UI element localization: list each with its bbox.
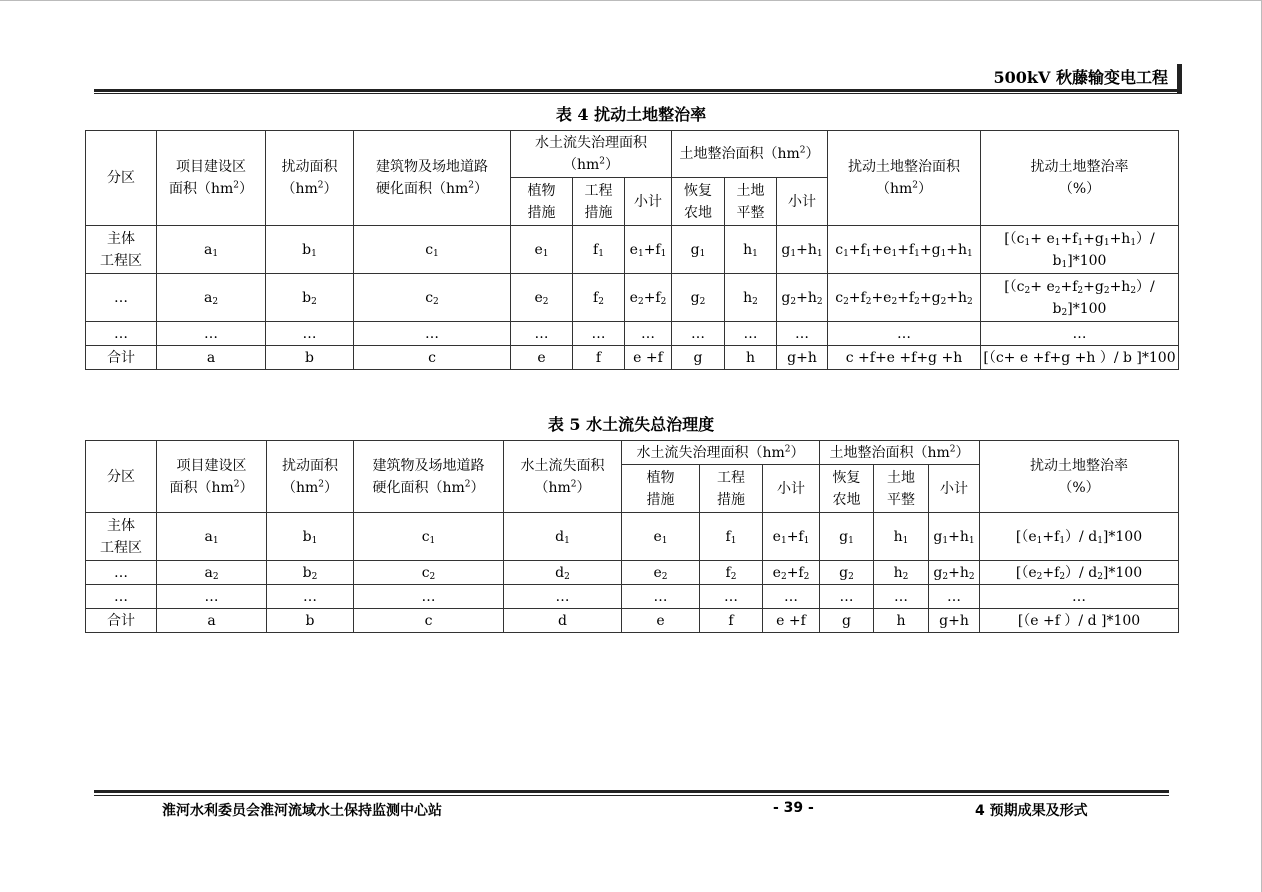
table-row: 主体 工程区 $a_1$ $b_1$ $c_1$ $e_1$ $f_1$ $e_1+f_1$ $g_1$ $h_1$ $g_1+h_1$ $c_1+f_1+e_1+f_1+g_1+h_1$ [$(c_1+ e_1+f_1+g_1+h_1)/$ $b_1]*100$	[86, 226, 1179, 274]
t4-h-restore: 恢复 农地	[672, 178, 725, 226]
footer-rule-thin	[94, 795, 1169, 796]
t4-h-zone: 分区	[86, 131, 157, 226]
header-rule	[94, 89, 1178, 92]
t4-h-plant: 植物 措施	[511, 178, 573, 226]
table-row: 合计 a b c e f e +f g h g+h c +f+e +f+g +h [（c+ e +f+g +h ）/ b ]*100	[86, 346, 1179, 370]
t4-h-eng: 工程 措施	[573, 178, 625, 226]
t4-h-land-group: 土地整治面积$(hm^2)$	[672, 131, 828, 178]
footer-section: 4 预期成果及形式	[975, 803, 1088, 819]
t4-h-rate: 扰动土地整治率 （%）	[981, 131, 1179, 226]
t4-h-level: 土地 平整	[725, 178, 777, 226]
t5-h-loss-area: 水土流失面积 $(hm^2)$	[504, 441, 622, 513]
table5	[85, 440, 1179, 633]
t4-h-soil-group: 水土流失治理面积 $(hm^2)$	[511, 131, 672, 178]
table-row: … $a_2$ $b_2$ $c_2$ $e_2$ $f_2$ $e_2+f_2$ $g_2$ $h_2$ $g_2+h_2$ $c_2+f_2+e_2+f_2+g_2+h_2$ [$(c_2+ e_2+f_2+g_2+h_2)/$ $b_2]*100$	[86, 274, 1179, 322]
t4-h-rate-area: 扰动土地整治面积 $(hm^2)$	[828, 131, 981, 226]
t5-h-restore: 恢复 农地	[820, 465, 874, 513]
document-header-title: 500kV 秋藤输变电工程	[993, 68, 1168, 87]
t5-h-build-area: 项目建设区 面积$(hm^2)$	[157, 441, 267, 513]
footer-organization: 淮河水利委员会淮河流域水土保持监测中心站	[162, 803, 442, 819]
table4	[85, 130, 1179, 370]
table-row: 主体 工程区 $a_1$ $b_1$ $c_1$ $d_1$ $e_1$ $f_1$ $e_1+f_1$ $g_1$ $h_1$ $g_1+h_1$ [$(e_1+f_1)/$ $d_1]*100$	[86, 513, 1179, 561]
table-row: … … … … … … … … … … … …	[86, 322, 1179, 346]
header-rule-thin	[94, 93, 1178, 94]
t4-h-build-area: 项目建设区 面积$(hm^2)$	[157, 131, 266, 226]
table4-caption: 表 4 扰动土地整治率	[555, 105, 707, 124]
t4-h-subtotal-2: 小计	[777, 178, 828, 226]
table-row: … $a_2$ $b_2$ $c_2$ $d_2$ $e_2$ $f_2$ $e_2+f_2$ $g_2$ $h_2$ $g_2+h_2$ [$(e_2+f_2)/$ $d_2]*100$	[86, 561, 1179, 585]
t5-h-level: 土地 平整	[874, 465, 929, 513]
t4-h-harden-area: 建筑物及场地道路 硬化面积$(hm^2)$	[354, 131, 511, 226]
t5-h-subtotal-1: 小计	[763, 465, 820, 513]
footer-rule	[94, 790, 1169, 793]
t4-h-disturb-area: 扰动面积 $(hm^2)$	[266, 131, 354, 226]
t5-h-rate: 扰动土地整治率 （%）	[980, 441, 1179, 513]
t5-h-harden-area: 建筑物及场地道路 硬化面积$(hm^2)$	[354, 441, 504, 513]
t5-h-subtotal-2: 小计	[929, 465, 980, 513]
t5-h-soil-group: 水土流失治理面积$(hm^2)$	[622, 441, 820, 465]
t5-h-plant: 植物 措施	[622, 465, 700, 513]
table-row: … … … … … … … … … … … …	[86, 585, 1179, 609]
table-row: 合计 a b c d e f e +f g h g+h [（e +f ）/ d ]*100	[86, 609, 1179, 633]
t5-h-eng: 工程 措施	[700, 465, 763, 513]
page-number: - 39 -	[773, 800, 814, 816]
t5-h-disturb-area: 扰动面积 $(hm^2)$	[267, 441, 354, 513]
t5-h-zone: 分区	[86, 441, 157, 513]
t5-h-land-group: 土地整治面积$(hm^2)$	[820, 441, 980, 465]
table5-caption: 表 5 水土流失总治理度	[547, 415, 715, 434]
t4-h-subtotal-1: 小计	[625, 178, 672, 226]
